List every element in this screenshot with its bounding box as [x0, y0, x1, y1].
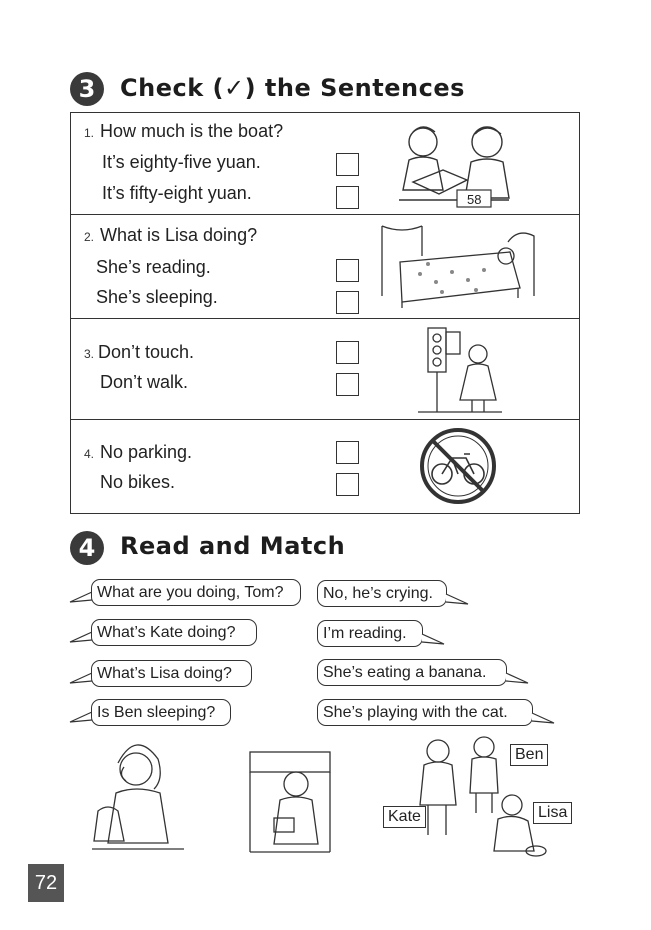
row-divider — [71, 318, 579, 319]
bubble-tail — [420, 632, 446, 648]
item-1-question: How much is the boat? — [100, 121, 284, 141]
item-4-number: 4. — [84, 447, 95, 461]
item-3-checkbox-1[interactable] — [336, 341, 359, 364]
price-tag: 58 — [467, 192, 482, 207]
no-bikes-sign-icon — [418, 426, 498, 506]
item-2-question: What is Lisa doing? — [100, 225, 258, 245]
bubble-tail — [530, 711, 556, 727]
row-divider — [71, 214, 579, 215]
item-2-checkbox-2[interactable] — [336, 291, 359, 314]
answer-bubble-1[interactable]: No, he’s crying. — [317, 580, 447, 607]
bubble-tail — [444, 592, 470, 608]
item-1-checkbox-2[interactable] — [336, 186, 359, 209]
name-label-kate: Kate — [383, 806, 426, 828]
item-3-option-1: Don’t touch. — [98, 342, 195, 362]
answer-bubble-4[interactable]: She’s playing with the cat. — [317, 699, 533, 726]
item-1-option-1: It’s eighty-five yuan. — [102, 152, 261, 172]
question-bubble-3[interactable]: What’s Lisa doing? — [91, 660, 252, 687]
item-3-checkbox-2[interactable] — [336, 373, 359, 396]
item-2-number: 2. — [84, 230, 95, 244]
item-3-number: 3. — [84, 347, 95, 361]
item-4-option-1: No parking. — [100, 442, 193, 462]
item-1-option-2: It’s fifty-eight yuan. — [102, 183, 252, 203]
item-2-option-2: She’s sleeping. — [96, 287, 218, 307]
page-number: 72 — [28, 864, 64, 902]
item-4-checkbox-1[interactable] — [336, 441, 359, 464]
name-label-ben: Ben — [510, 744, 548, 766]
item-2-option-1: She’s reading. — [96, 257, 211, 277]
bubble-tail — [504, 671, 530, 687]
question-bubble-2[interactable]: What’s Kate doing? — [91, 619, 257, 646]
item-1-number: 1. — [84, 126, 95, 140]
sleeping-girl-illustration — [380, 222, 540, 310]
section-3-number-badge: 3 — [70, 72, 104, 106]
section-4-title: Read and Match — [120, 532, 346, 560]
boy-on-phone-illustration — [246, 748, 338, 858]
girl-on-phone-illustration — [88, 733, 188, 855]
question-bubble-1[interactable]: What are you doing, Tom? — [91, 579, 301, 606]
item-4-option-2: No bikes. — [100, 472, 176, 492]
row-divider — [71, 419, 579, 420]
item-2-checkbox-1[interactable] — [336, 259, 359, 282]
item-3-option-2: Don’t walk. — [100, 372, 189, 392]
section-3-title: Check (✓) the Sentences — [120, 74, 465, 102]
traffic-light-girl-illustration — [416, 322, 506, 414]
question-bubble-4[interactable]: Is Ben sleeping? — [91, 699, 231, 726]
section-4-number-badge: 4 — [70, 531, 104, 565]
boat-price-illustration — [395, 120, 525, 212]
answer-bubble-2[interactable]: I’m reading. — [317, 620, 423, 647]
name-label-lisa: Lisa — [533, 802, 572, 824]
item-4-checkbox-2[interactable] — [336, 473, 359, 496]
answer-bubble-3[interactable]: She’s eating a banana. — [317, 659, 507, 686]
item-1-checkbox-1[interactable] — [336, 153, 359, 176]
